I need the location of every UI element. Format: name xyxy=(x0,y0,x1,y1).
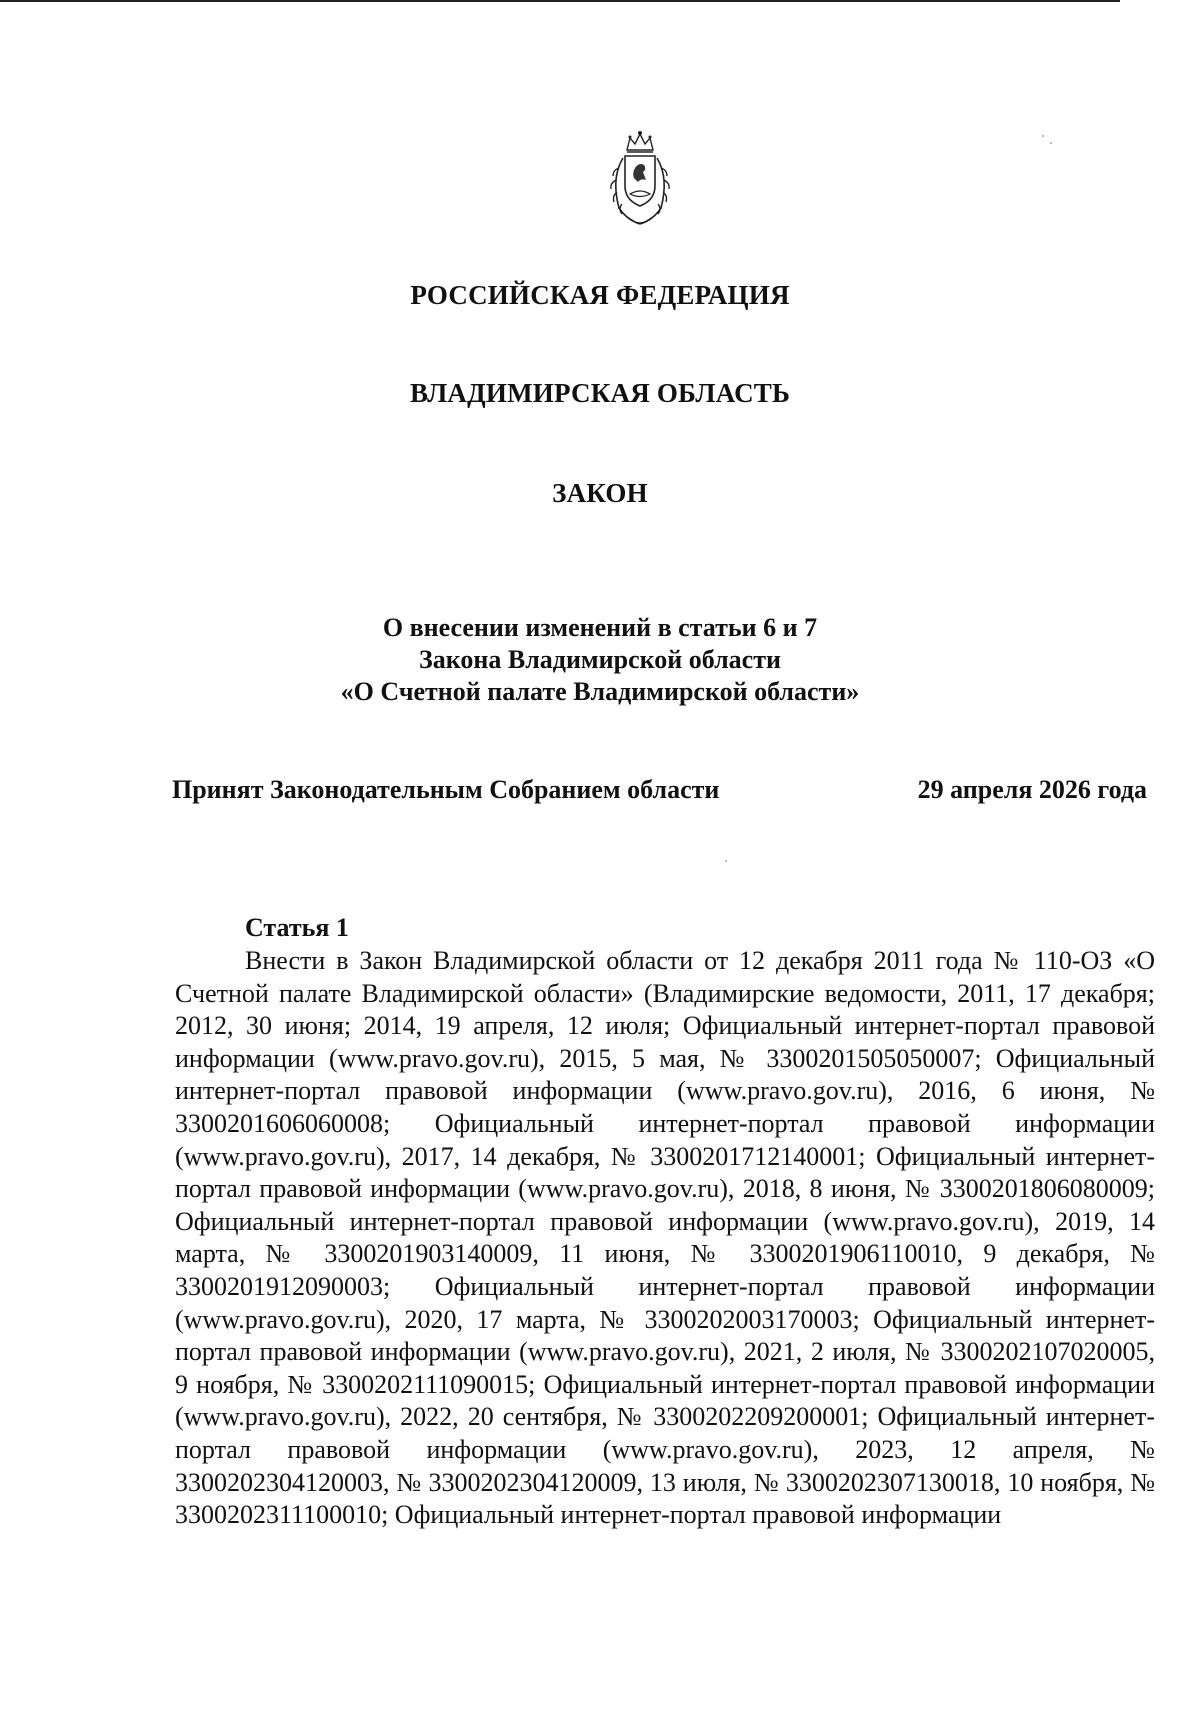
article-body: Внести в Закон Владимирской области от 12 декабря 2011 года № 110-ОЗ «О Счетной палате Владимирской области» (Владимирские ведомости, 2011, 17 декабря; 2012, 30 июня; 2014, 19 апреля, 12 июля; Официальный интернет-портал правовой информации (www.pravo.gov.ru), 2015, 5 мая, № 3300201505050007; Официальный интернет-портал правовой информации (www.pravo.gov.ru), 2016, 6 июня, № 3300201606060008; Официальный интернет-портал правовой информации (www.pravo.gov.ru), 2017, 14 декабря, № 3300201712140001; Официальный интернет-портал правовой информации (www.pravo.gov.ru), 2018, 8 июня, № 3300201806080009; Официальный интернет-портал правовой информации (www.pravo.gov.ru), 2019, 14 марта, № 3300201903140009, 11 июня, № 3300201906110010, 9 декабря, № 3300201912090003; Официальный интернет-портал правовой информации (www.pravo.gov.ru), 2020, 17 марта, № 3300202003170003; Официальный интернет-портал правовой информации (www.pravo.gov.ru), 2021, 2 июля, № 3300202107020005, 9 ноября, № 3300202111090015; Официальный интернет-портал правовой информации (www.pravo.gov.ru), 2022, 20 сентября, № 3300202209200001; Официальный интернет-портал правовой информации (www.pravo.gov.ru), 2023, 12 апреля, № 3300202304120003, № 3300202304120009, 13 июля, № 3300202307130018, 10 ноября, № 3300202311100010; Официальный интернет-портал правовой информации xyxy=(175,946,1155,1530)
scan-top-rule xyxy=(0,0,1120,2)
law-title xyxy=(0,612,1200,708)
country-heading: РОССИЙСКАЯ ФЕДЕРАЦИЯ xyxy=(410,280,790,310)
scan-artifact xyxy=(1050,142,1052,144)
law-title-line: Закона Владимирской области xyxy=(419,645,781,674)
article-title: Статья 1 xyxy=(245,913,349,942)
region-heading: ВЛАДИМИРСКАЯ ОБЛАСТЬ xyxy=(409,378,791,408)
law-title-line: О внесении изменений в статьи 6 и 7 xyxy=(382,613,818,642)
adoption-label: Принят Законодательным Собранием области xyxy=(172,775,720,804)
scan-artifact xyxy=(1042,135,1044,137)
adoption-line xyxy=(172,775,1147,805)
scan-artifact xyxy=(725,860,727,862)
law-title-line: «О Счетной палате Владимирской области» xyxy=(340,677,860,706)
adoption-date: 29 апреля 2026 года xyxy=(917,775,1147,804)
coat-of-arms-icon xyxy=(605,128,675,230)
document-type-heading: ЗАКОН xyxy=(552,478,648,508)
